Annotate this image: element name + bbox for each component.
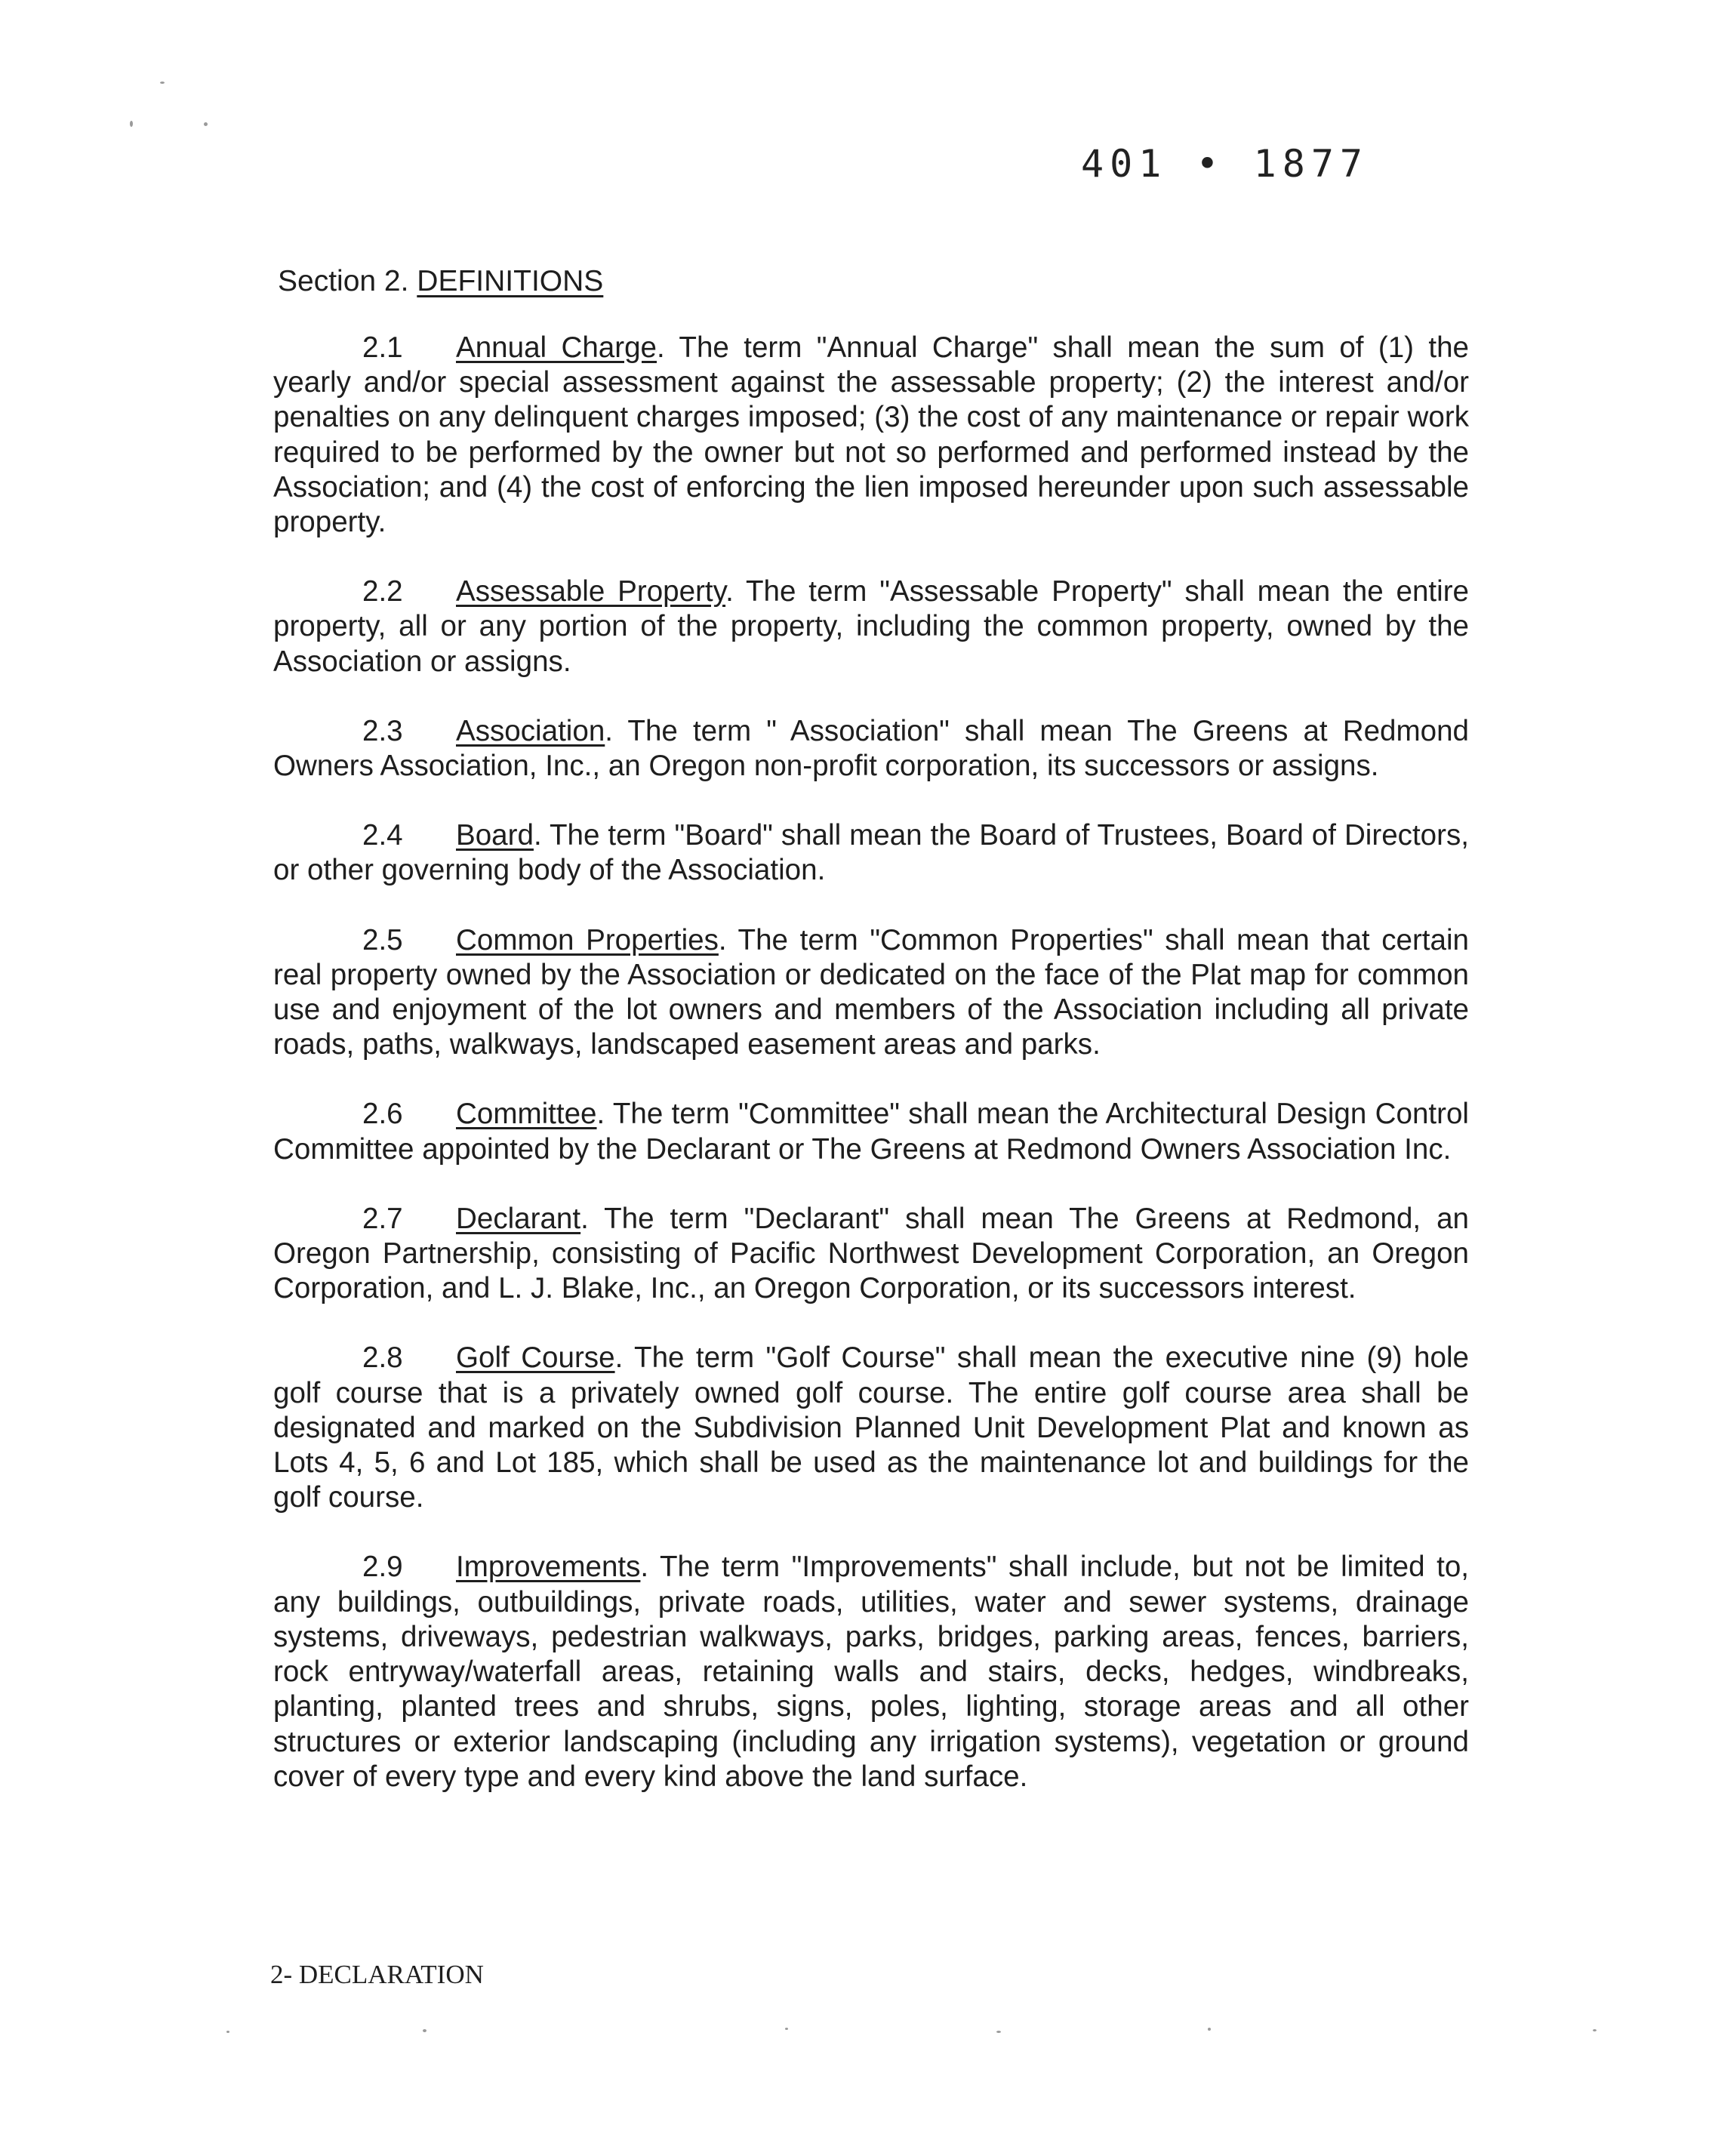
definition-item [273, 818, 1469, 888]
definition-number: 2.1 [362, 331, 403, 364]
definition-item [273, 1550, 1469, 1794]
definition-term: Annual Charge [456, 331, 657, 364]
page-footer: 2- DECLARATION [270, 1960, 484, 1989]
scan-speck [1208, 2028, 1211, 2031]
definition-item [273, 331, 1469, 540]
definition-text: . The term "Assessable Property" shall mean the entire property, all or any portion of the property, including the common property, owned by the Association or assigns. [273, 575, 1470, 678]
definition-number: 2.9 [362, 1551, 403, 1584]
definition-text: . The term "Declarant" shall mean The Greens at Redmond, an Oregon Partnership, consisting of Pacific Northwest Development Corporation, an Oregon Corporation, and L. J. Blake, Inc., an Oregon Corporation, or its successors interest. [273, 1202, 1469, 1305]
definition-number: 2.6 [362, 1098, 403, 1131]
definitions-list [273, 331, 1469, 1829]
section-title: DEFINITIONS [417, 265, 604, 297]
definition-term: Golf Course [456, 1341, 615, 1375]
definition-term: Committee [456, 1098, 597, 1131]
definition-item [273, 1341, 1469, 1515]
definition-text: . The term " Association" shall mean The Greens at Redmond Owners Association, Inc., an Oregon non-profit corporation, its successors or assigns. [273, 714, 1469, 783]
definition-term: Common Properties [456, 923, 719, 956]
section-prefix: Section 2. [278, 265, 409, 297]
scan-speck [996, 2031, 1001, 2033]
definition-item [273, 574, 1469, 679]
definition-item [273, 714, 1469, 784]
scan-speck [226, 2031, 229, 2033]
scan-speck [423, 2029, 426, 2032]
definition-text: . The term "Improvements" shall include, but not be limited to, any buildings, outbuildings, private roads, utilities, water and sewer systems, drainage systems, driveways, pedestrian walkways, parks, bridges, parking areas, fences, barriers, rock entryway/waterfall areas, retaining walls and stairs, decks, hedges, windbreaks, planting, planted trees and shrubs, signs, poles, lighting, storage areas and all other structures or exterior landscaping (including any irrigation systems), vegetation or ground cover of every type and every kind above the land surface. [273, 1551, 1469, 1793]
definition-term: Assessable Property [456, 575, 726, 608]
scan-speck [130, 121, 133, 127]
section-heading [278, 264, 603, 300]
definition-item [273, 923, 1469, 1063]
definition-number: 2.2 [362, 575, 403, 608]
page-number: 401 • 1877 [1081, 142, 1369, 186]
scan-speck [204, 122, 208, 126]
definition-item [273, 1202, 1469, 1307]
definition-number: 2.8 [362, 1341, 403, 1375]
scan-speck [160, 82, 165, 84]
definition-text: . The term "Committee" shall mean the Architectural Design Control Committee appointed by the Declarant or The Greens at Redmond Owners Association Inc. [273, 1098, 1469, 1166]
definition-text: . The term "Annual Charge" shall mean the sum of (1) the yearly and/or special assessment against the assessable property; (2) the interest and/or penalties on any delinquent charges imposed; (3) the cost of any maintenance or repair work required to be performed by the owner but not so performed and performed instead by the Association; and (4) the cost of enforcing the lien imposed hereunder upon such assessable property. [273, 331, 1469, 539]
definition-text: . The term "Common Properties" shall mean that certain real property owned by the Association or dedicated on the face of the Plat map for common use and enjoyment of the lot owners and members of the Association including all private roads, paths, walkways, landscaped easement areas and parks. [273, 923, 1469, 1061]
definition-number: 2.7 [362, 1202, 403, 1235]
definition-number: 2.4 [362, 819, 403, 852]
scan-speck [1593, 2029, 1597, 2031]
definition-text: . The term "Board" shall mean the Board of Trustees, Board of Directors, or other governing body of the Association. [273, 819, 1469, 887]
definition-term: Board [456, 819, 534, 852]
definition-item [273, 1097, 1469, 1166]
definition-term: Declarant [456, 1202, 581, 1235]
definition-term: Association [456, 714, 605, 747]
definition-term: Improvements [456, 1551, 641, 1584]
definition-text: . The term "Golf Course" shall mean the executive nine (9) hole golf course that is a privately owned golf course. The entire golf course area shall be designated and marked on the Subdivision Planned Unit Development Plat and known as Lots 4, 5, 6 and Lot 185, which shall be used as the maintenance lot and buildings for the golf course. [273, 1341, 1469, 1514]
definition-number: 2.3 [362, 714, 403, 747]
scan-speck [785, 2028, 788, 2030]
definition-number: 2.5 [362, 923, 403, 956]
